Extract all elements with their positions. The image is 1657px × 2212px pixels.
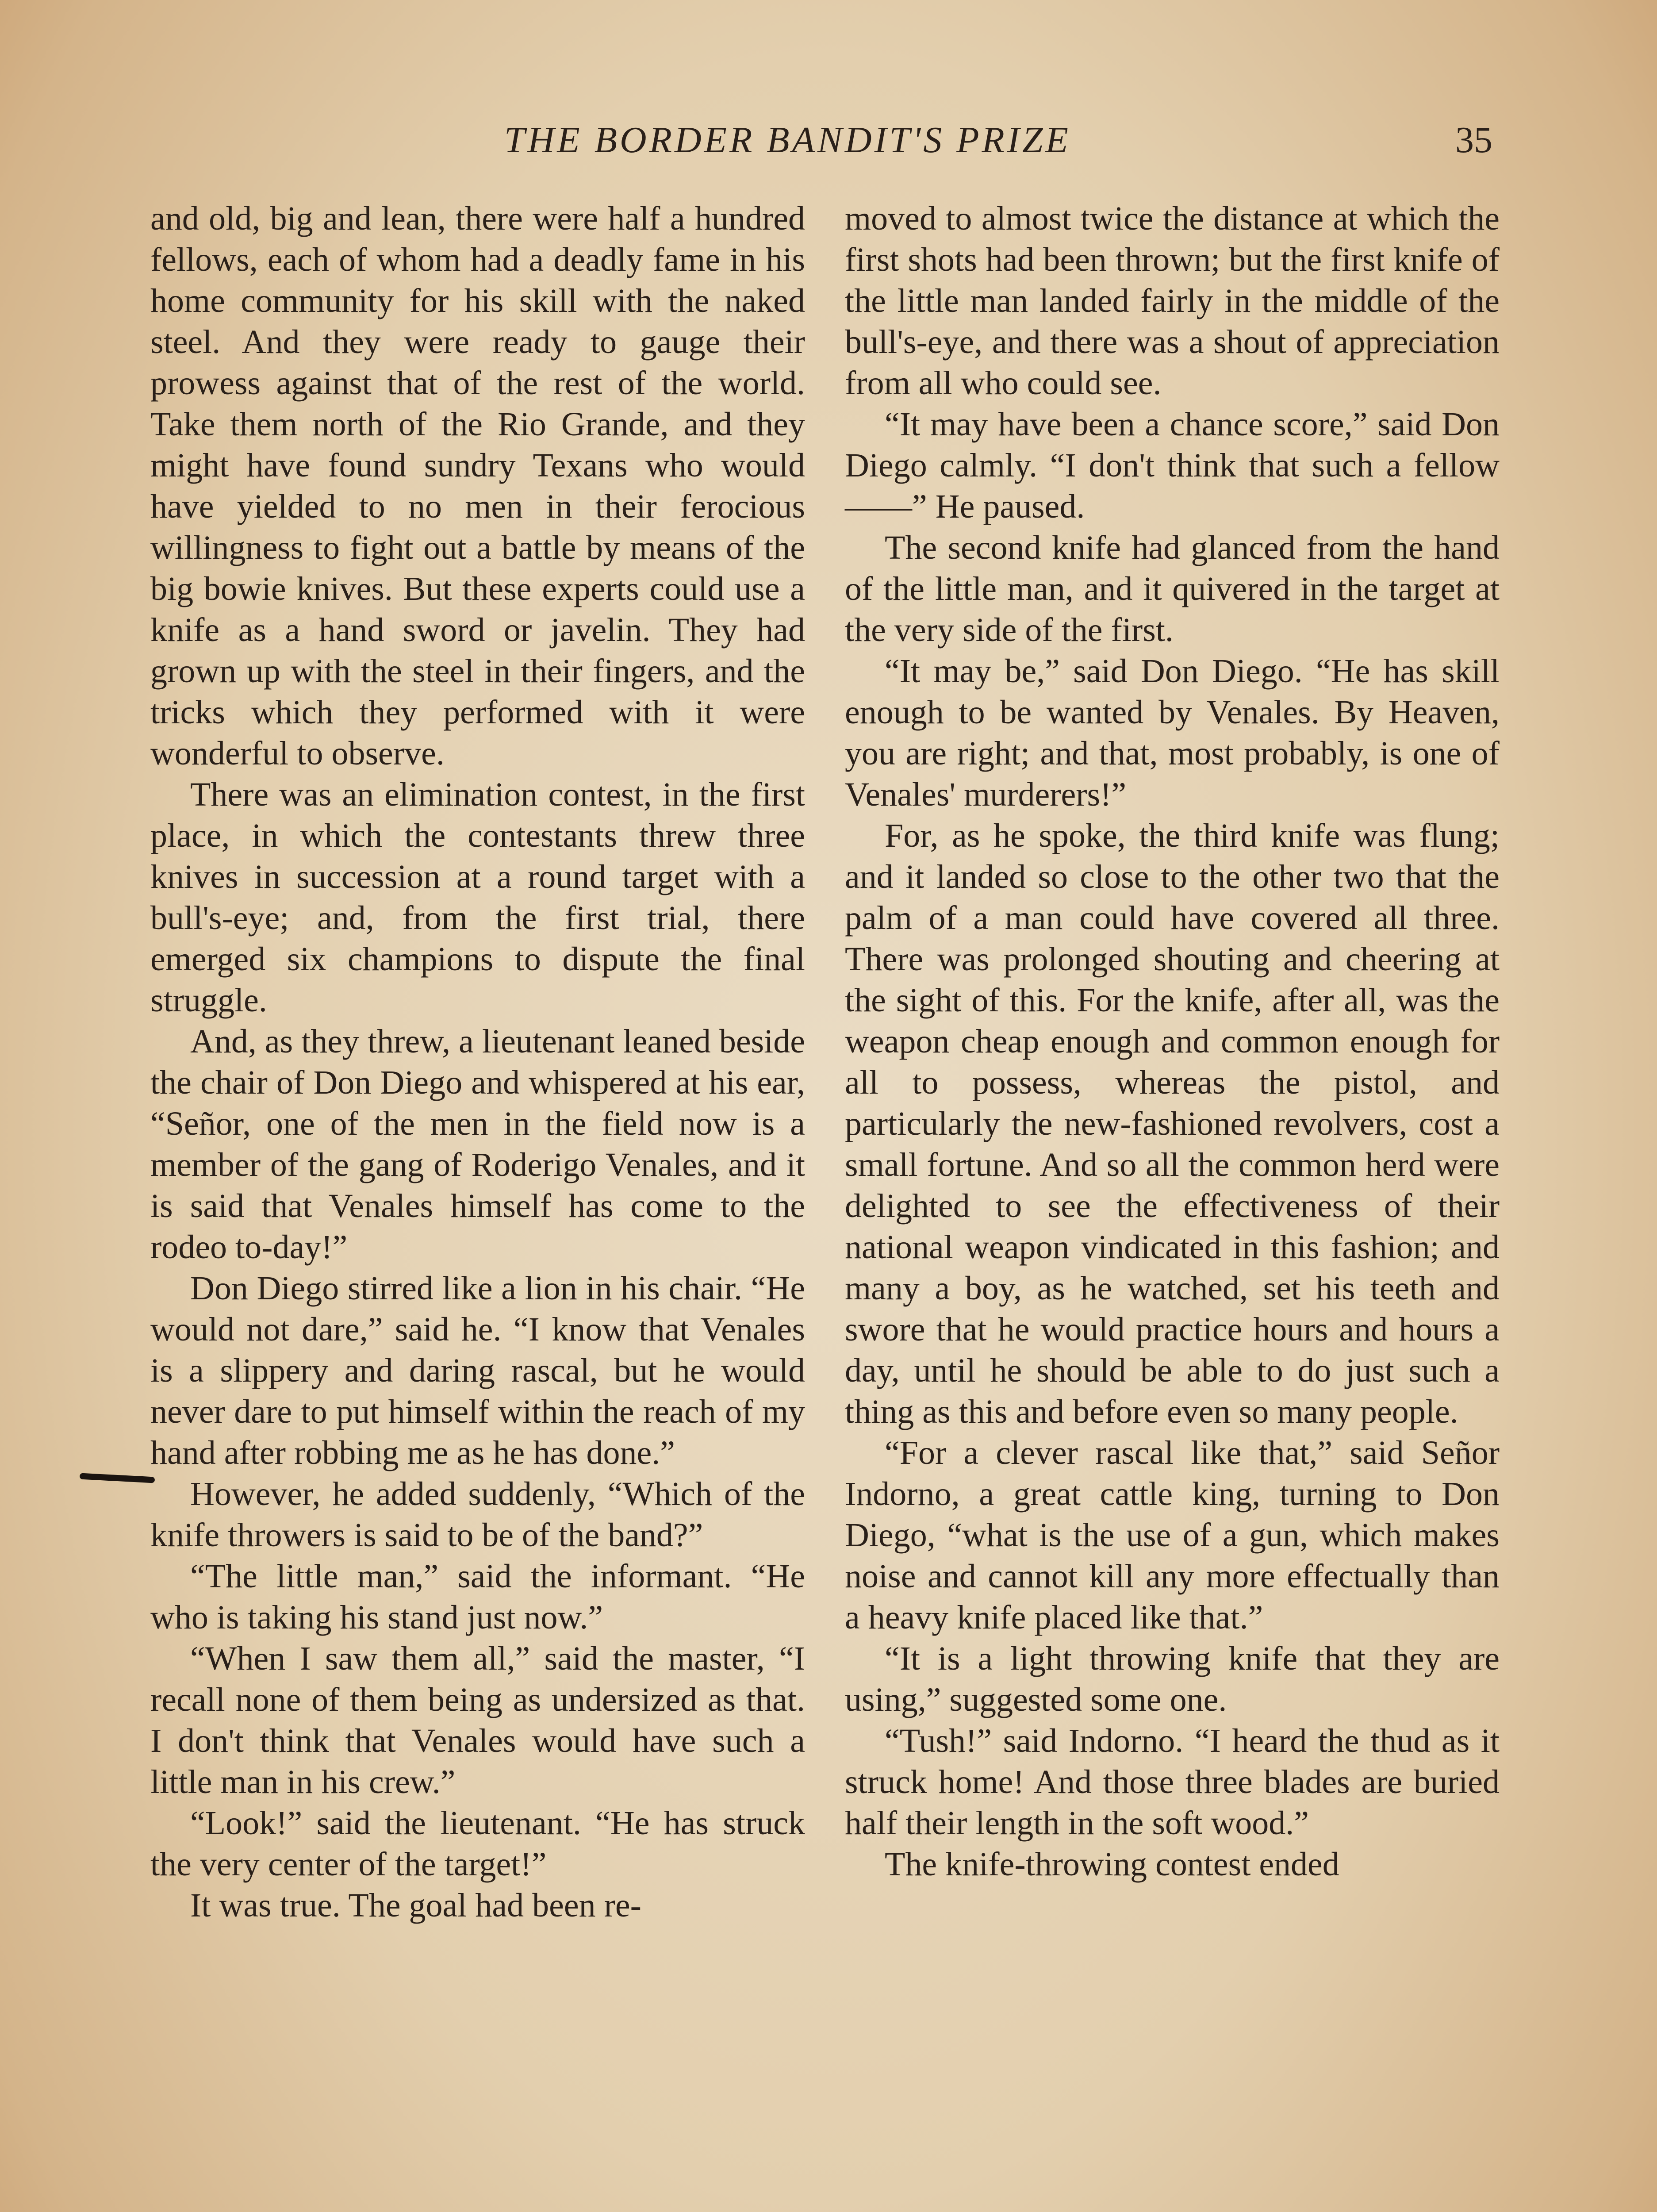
paragraph: Don Diego stirred like a lion in his chair. “He would not dare,” said he. “I know that Venales is a slippery and daring rascal, but he would never dare to put himself within the reach of my hand after robbing me as he has done.” — [150, 1270, 805, 1471]
paragraph: The second knife had glanced from the hand of the little man, and it quivered in the target at the very side of the first. — [845, 529, 1500, 649]
paragraph: “Look!” said the lieutenant. “He has struck the very center of the target!” — [150, 1805, 805, 1883]
paragraph: “It may be,” said Don Diego. “He has skill enough to be wanted by Venales. By Heaven, you are right; and that, most probably, is one of Venales' murderers!” — [845, 653, 1500, 813]
ink-mark — [80, 1473, 155, 1483]
paragraph: For, as he spoke, the third knife was flung; and it landed so close to the other two that the palm of a man could have covered all three. There was prolonged shouting and cheering at the sight of this. For the knife, after all, was the weapon cheap enough and common enough for all to possess, whereas the pistol, and particularly the new-fashioned revolvers, cost a small fortune. And so all the common herd were delighted to see the effectiveness of their national weapon vindicated in this fashion; and many a boy, as he watched, set his teeth and swore that he would practice hours and hours a day, until he should be able to do just such a thing as this and before even so many people. — [845, 817, 1500, 1430]
right-column — [845, 198, 1500, 1885]
paragraph: “It is a light throwing knife that they are using,” suggested some one. — [845, 1640, 1500, 1718]
paragraph: And, as they threw, a lieutenant leaned beside the chair of Don Diego and whispered at his ear, “Señor, one of the men in the field now is a member of the gang of Roderigo Venales, and it is said that Venales himself has come to the rodeo to-day!” — [150, 1023, 805, 1266]
running-title: THE BORDER BANDIT'S PRIZE — [504, 119, 1071, 161]
paragraph: The knife-throwing contest ended — [885, 1846, 1339, 1883]
paragraph: and old, big and lean, there were half a hundred fellows, each of whom had a deadly fame in his home community for his skill with the naked steel. And they were ready to gauge their prowess against that of the rest of the world. Take them north of the Rio Grande, and they might have found sundry Texans who would have yielded to no men in their ferocious willingness to fight out a battle by means of the big bowie knives. But these experts could use a knife as a hand sword or javelin. They had grown up with the steel in their fingers, and the tricks which they performed with it were wonderful to observe. — [150, 200, 805, 772]
paragraph: However, he added suddenly, “Which of the knife throwers is said to be of the band?” — [150, 1475, 805, 1554]
paragraph: moved to almost twice the distance at which the first shots had been thrown; but the first knife of the little man landed fairly in the middle of the bull's-eye, and there was a shout of appreciation from all who could see. — [845, 200, 1500, 402]
page-header — [0, 119, 1657, 172]
paragraph: “When I saw them all,” said the master, “I recall none of them being as undersized as that. I don't think that Venales would have such a little man in his crew.” — [150, 1640, 805, 1801]
paragraph: “Tush!” said Indorno. “I heard the thud as it struck home! And those three blades are buried half their length in the soft wood.” — [845, 1722, 1500, 1842]
paragraph: There was an elimination contest, in the first place, in which the contestants threw three knives in succession at a round target with a bull's-eye; and, from the first trial, there emerged six champions to dispute the final struggle. — [150, 776, 805, 1019]
page-number: 35 — [1455, 119, 1492, 161]
left-column — [150, 198, 805, 1926]
paragraph: “For a clever rascal like that,” said Señor Indorno, a great cattle king, turning to Don Diego, “what is the use of a gun, which makes noise and cannot kill any more effectually than a heavy knife placed like that.” — [845, 1434, 1500, 1636]
paragraph: “The little man,” said the informant. “He who is taking his stand just now.” — [150, 1558, 805, 1636]
paragraph: It was true. The goal had been re- — [190, 1887, 641, 1924]
paragraph: “It may have been a chance score,” said Don Diego calmly. “I don't think that such a fellow——” He paused. — [845, 406, 1500, 525]
